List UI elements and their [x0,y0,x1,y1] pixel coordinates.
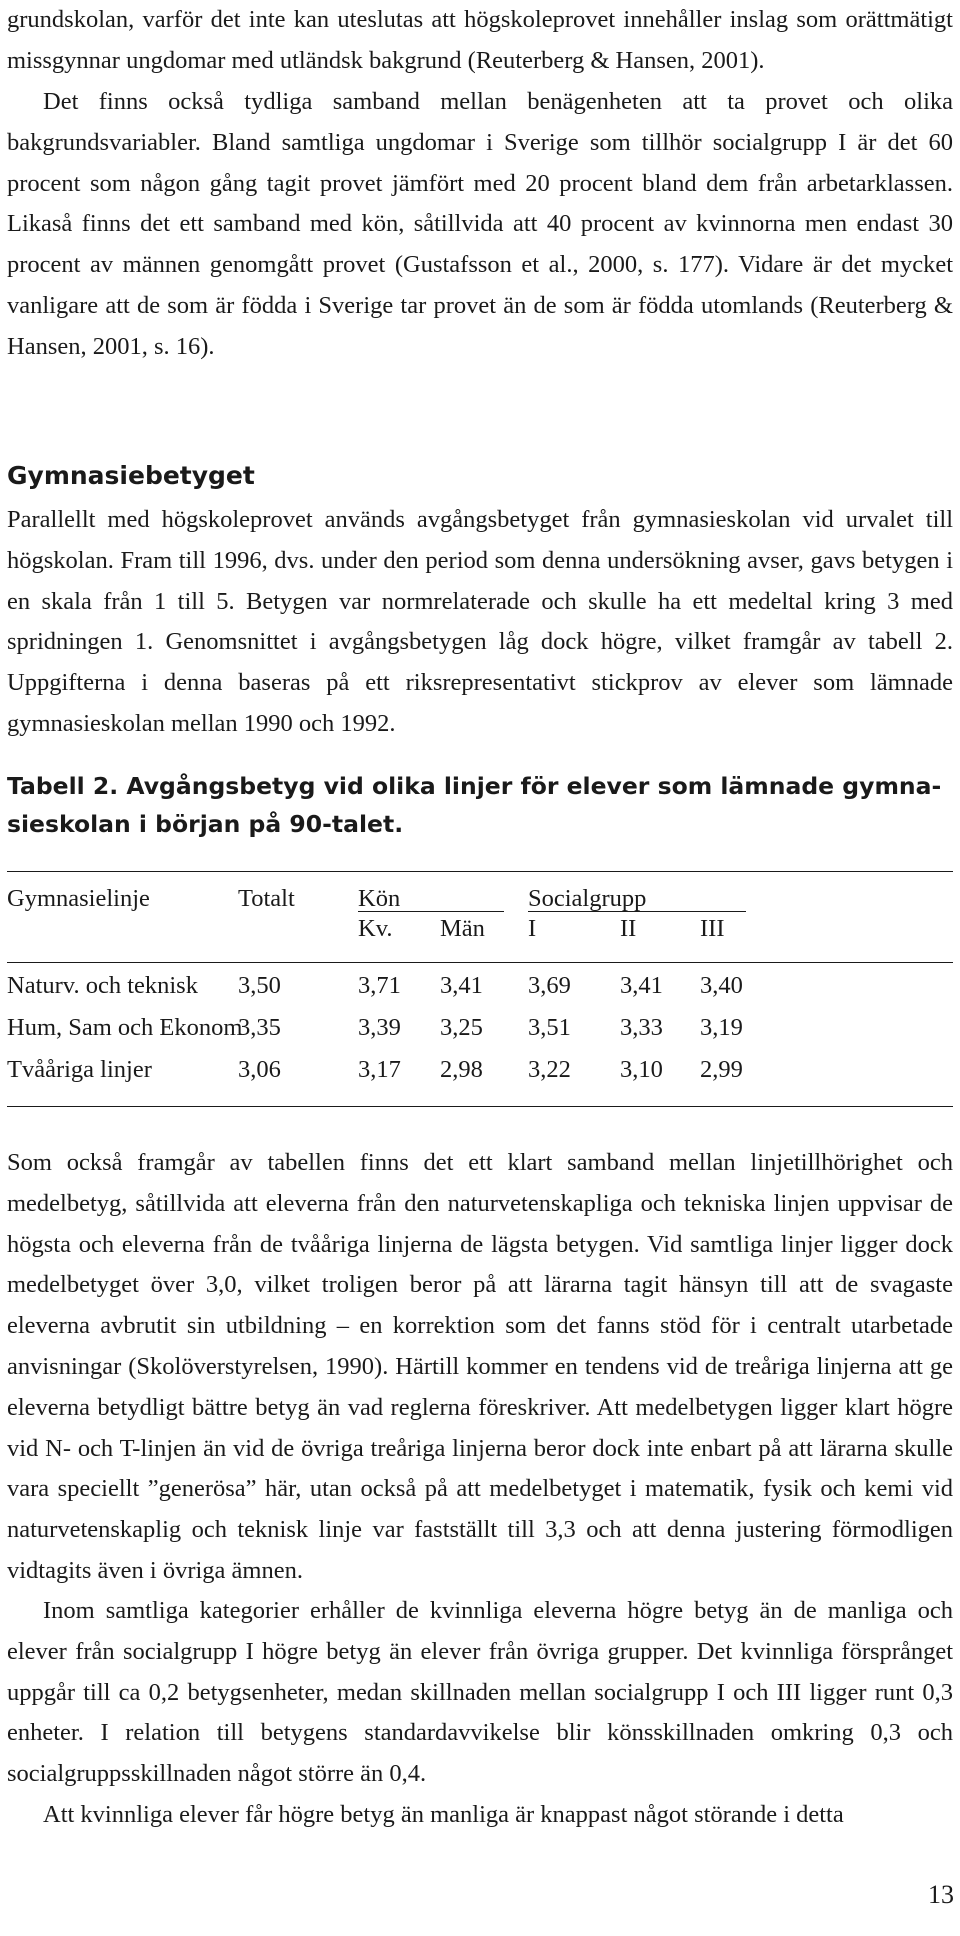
column-header-s2: II [620,915,637,942]
cell-totalt: 3,50 [238,972,281,999]
table-bottom-rule [7,1106,953,1107]
cell-man: 3,41 [440,972,483,999]
cell-man: 2,98 [440,1056,483,1083]
section-heading: Gymnasiebetyget [7,461,255,490]
cell-kv: 3,17 [358,1056,401,1083]
cell-s3: 2,99 [700,1056,743,1083]
cell-totalt: 3,35 [238,1014,281,1041]
column-header-totalt: Totalt [238,885,295,912]
page-number: 13 [928,1880,954,1909]
body-paragraph: Inom samtliga kategorier erhåller de kvinnliga eleverna högre betyg än de manliga och elever från socialgrupp I högre betyg än elever från övriga grupper. Det kvinnliga försprånget uppgår till ca 0,2 betygsenheter, medan skillnaden mellan socialgrupp I och III ligger runt 0,3 enheter. I relation till betygens standardavvikelse blir könsskillnaden omkring 0,3 och socialgruppsskillnaden något större än 0,4. [7,1597,953,1788]
cell-s2: 3,10 [620,1056,663,1083]
cell-kv: 3,39 [358,1014,401,1041]
cell-man: 3,25 [440,1014,483,1041]
column-header-man: Män [440,915,485,942]
cell-totalt: 3,06 [238,1056,281,1083]
table-header-rule [7,962,953,963]
row-label: Hum, Sam och Ekonom [7,1014,243,1041]
column-group-kon: Kön [358,885,401,912]
column-header-s3: III [700,915,725,942]
row-label: Naturv. och teknisk [7,972,198,999]
cell-s2: 3,33 [620,1014,663,1041]
section-paragraph: Parallellt med högskoleprovet används avgångsbetyget från gymnasieskolan vid urvalet till högskolan. Fram till 1996, dvs. under den period som denna undersökning avser, gavs betygen i en skala från 1 till 5. Betygen var normrelaterade och skulle ha ett medeltal kring 3 med spridningen 1. Genomsnittet i avgångsbetygen låg dock högre, vilket framgår av tabell 2. Uppgifterna i denna baseras på ett riksrepresentativt stickprov av elever som lämnade gymnasieskolan mellan 1990 och 1992. [7,506,953,737]
kon-group-rule [358,911,504,912]
body-paragraph: Som också framgår av tabellen finns det ett klart samband mellan linjetillhörighet och medelbetyg, såtillvida att eleverna från den naturvetenskapliga och tekniska linjen uppvisar de högsta och eleverna från de tvååriga linjerna de lägsta betygen. Vid samtliga linjer ligger dock medelbetyget över 3,0, vilket troligen beror på att lärarna tagit hänsyn till att de svagaste eleverna avbrutit sin utbildning – en korrektion som det fanns stöd för i centralt utarbetade anvisningar (Skolöverstyrelsen, 1990). Härtill kommer en tendens vid de treåriga linjerna att ge eleverna betydligt bättre betyg än vad reglerna föreskriver. Att medelbetygen ligger klart högre vid N- och T-linjen än vid de övriga treåriga linjerna beror dock inte enbart på att lärarna skulle vara speciellt ”generösa” här, utan också på att medelbetyget i matematik, fysik och kemi vid naturvetenskaplig och teknisk linje var fastställt till 3,3 och att denna justering förmodligen vidtagits även i övriga ämnen. [7,1149,953,1584]
column-header-linje: Gymnasielinje [7,885,150,912]
body-paragraph-truncated: Att kvinnliga elever får högre betyg än manliga är knappast något störande i detta [43,1801,844,1828]
cell-s1: 3,22 [528,1056,571,1083]
intro-paragraph-continued: grundskolan, varför det inte kan uteslutas att högskoleprovet innehåller inslag som orättmätigt missgynnar ungdomar med utländsk bakgrund (Reuterberg & Hansen, 2001). [7,6,953,74]
column-header-kv: Kv. [358,915,393,942]
socialgrupp-group-rule [528,911,746,912]
cell-s3: 3,19 [700,1014,743,1041]
cell-s1: 3,51 [528,1014,571,1041]
table-top-rule [7,871,953,872]
table-caption: Tabell 2. Avgångsbetyg vid olika linjer för elever som lämnade gymna-sieskolan i början på 90-talet. [7,772,942,838]
column-header-s1: I [528,915,537,942]
cell-s3: 3,40 [700,972,743,999]
cell-kv: 3,71 [358,972,401,999]
row-label: Tvååriga linjer [7,1056,152,1083]
cell-s1: 3,69 [528,972,571,999]
intro-paragraph: Det finns också tydliga samband mellan benägenheten att ta provet och olika bakgrundsvariabler. Bland samtliga ungdomar i Sverige som tillhör socialgrupp I är det 60 procent som någon gång tagit provet jämfört med 20 procent bland dem från arbetarklassen. Likaså finns det ett samband med kön, såtillvida att 40 procent av kvinnorna men endast 30 procent av männen genomgått provet (Gustafsson et al., 2000, s. 177). Vidare är det mycket vanligare att de som är födda i Sverige tar provet än de som är födda utomlands (Reuterberg & Hansen, 2001, s. 16). [7,88,953,360]
cell-s2: 3,41 [620,972,663,999]
column-group-socialgrupp: Socialgrupp [528,885,647,912]
